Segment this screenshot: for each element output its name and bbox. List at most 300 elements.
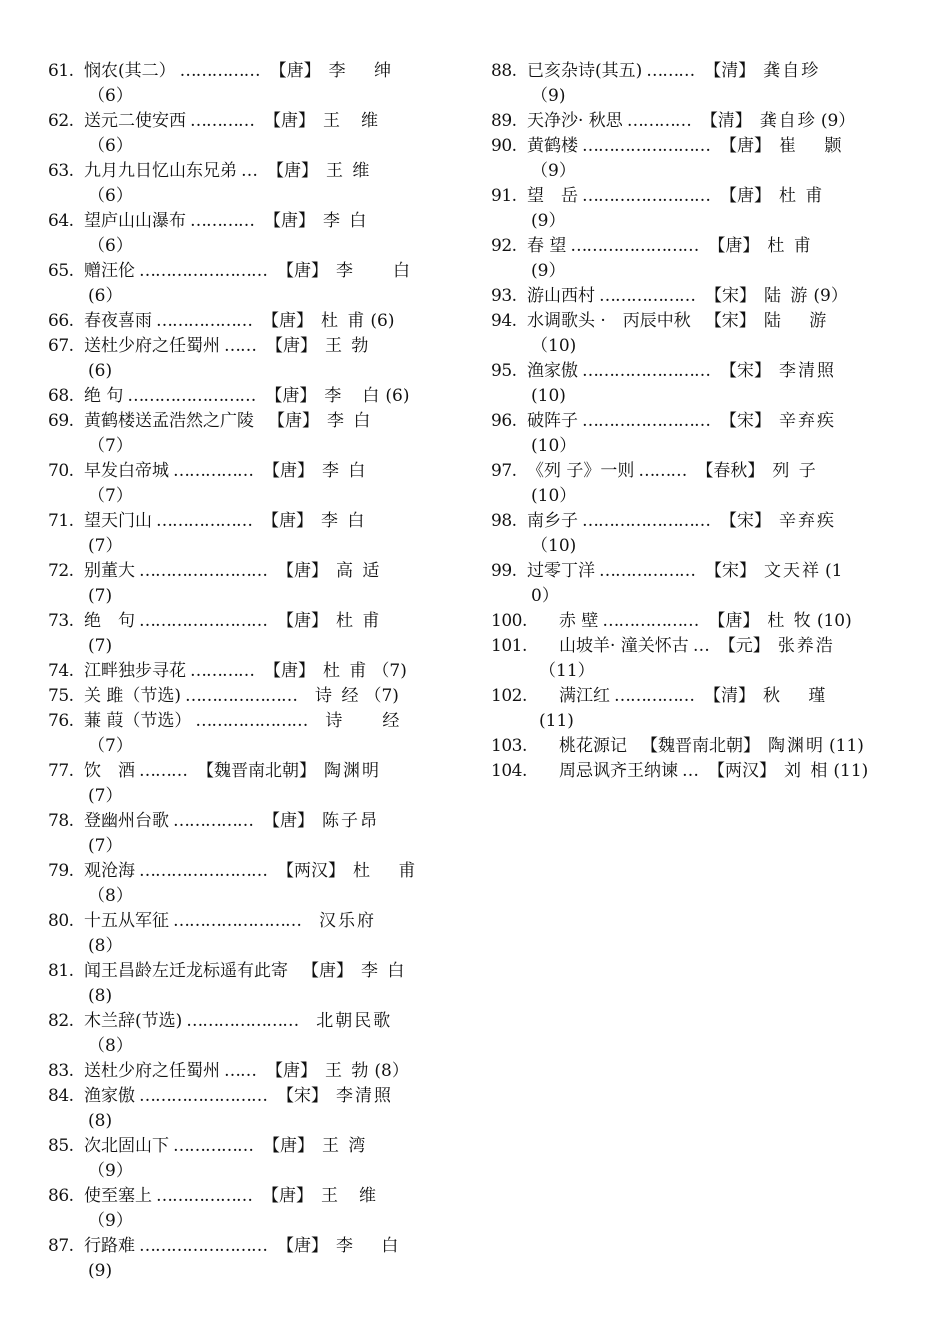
entry-page: (9） — [820, 111, 856, 131]
toc-entry — [491, 234, 911, 284]
entry-author: 李清照 — [779, 361, 836, 381]
entry-number: 100. — [491, 611, 527, 631]
leader-dots: …………………… — [582, 136, 710, 156]
entry-dynasty: 【唐】 — [277, 561, 328, 581]
entry-dynasty: 【宋】 — [277, 1086, 328, 1106]
leader-dots: ………………… — [185, 686, 298, 706]
entry-author: 杜 甫 — [779, 186, 825, 206]
entry-dynasty: 【魏晋南北朝】 — [641, 736, 760, 756]
entry-author: 杜 甫 — [336, 611, 382, 631]
entry-page: (6) — [370, 311, 395, 331]
entry-title: 望天门山 — [84, 511, 152, 531]
entry-author: 王 湾 — [322, 1136, 368, 1156]
toc-entry — [491, 134, 911, 184]
entry-title: 九月九日忆山东兄弟 — [84, 161, 237, 181]
entry-dynasty: 【唐】 — [720, 136, 771, 156]
entry-title: 闻王昌龄左迁龙标遥有此寄 — [84, 961, 288, 981]
toc-entry — [491, 459, 911, 509]
leader-dots: …………… — [173, 811, 253, 831]
entry-page-wrapped: (7) — [88, 586, 113, 606]
entry-page-wrapped: (8） — [88, 936, 123, 956]
entry-number: 88. — [491, 61, 517, 81]
toc-entry — [48, 1009, 468, 1059]
leader-dots: … — [682, 761, 698, 781]
entry-number: 89. — [491, 111, 517, 131]
entry-dynasty: 【宋】 — [720, 361, 771, 381]
toc-entry — [48, 959, 468, 1009]
entry-title: 渔家傲 — [84, 1086, 135, 1106]
leader-dots: ………… — [190, 111, 254, 131]
entry-author: 崔 颢 — [779, 136, 844, 156]
entry-number: 76. — [48, 711, 74, 731]
entry-page-wrapped: （9) — [531, 86, 566, 106]
entry-title: 早发白帝城 — [84, 461, 169, 481]
entry-dynasty: 【宋】 — [705, 561, 756, 581]
entry-dynasty: 【两汉】 — [708, 761, 776, 781]
entry-number: 103. — [491, 736, 527, 756]
entry-author: 龚自珍 — [759, 111, 817, 131]
toc-entry — [48, 1184, 468, 1234]
toc-entry — [48, 209, 468, 259]
entry-dynasty: 【唐】 — [269, 61, 321, 81]
entry-author: 张养浩 — [777, 636, 835, 656]
toc-entry — [48, 334, 468, 384]
leader-dots: …………………… — [582, 411, 710, 431]
toc-entry — [48, 559, 468, 609]
entry-number: 61. — [48, 61, 74, 81]
entry-title: 悯农(其二） — [84, 61, 176, 81]
toc-entry — [48, 659, 468, 684]
entry-page-wrapped: （11） — [539, 661, 595, 681]
entry-title: 周忌讽齐王纳谏 — [559, 761, 678, 781]
entry-author: 龚自珍 — [763, 61, 821, 81]
entry-author: 李 白 — [361, 961, 407, 981]
entry-page-wrapped: (8) — [88, 1111, 113, 1131]
entry-page: (11) — [829, 736, 864, 756]
toc-entry — [48, 759, 468, 809]
entry-number: 75. — [48, 686, 74, 706]
entry-page-wrapped: (6） — [88, 286, 123, 306]
entry-number: 99. — [491, 561, 517, 581]
entry-number: 98. — [491, 511, 517, 531]
entry-number: 86. — [48, 1186, 74, 1206]
entry-dynasty: 【唐】 — [265, 386, 317, 406]
entry-author: 李 白 — [327, 411, 373, 431]
leader-dots: … — [692, 636, 709, 656]
entry-author: 杜 甫 — [323, 661, 369, 681]
entry-author: 王 维 — [323, 111, 380, 131]
entry-title: 过零丁洋 — [527, 561, 595, 581]
entry-dynasty: 【宋】 — [704, 311, 756, 331]
entry-dynasty: 【唐】 — [263, 811, 314, 831]
leader-dots: … — [241, 161, 257, 181]
entry-author: 李 白 — [336, 261, 412, 281]
entry-author: 李 白 — [322, 461, 368, 481]
leader-dots: …………… — [173, 1136, 253, 1156]
toc-entry — [48, 1234, 468, 1284]
entry-number: 72. — [48, 561, 74, 581]
leader-dots: …………………… — [582, 511, 710, 531]
toc-entry — [491, 109, 911, 134]
entry-dynasty: 【春秋】 — [696, 461, 765, 481]
entry-title: 破阵子 — [527, 411, 578, 431]
entry-number: 102. — [491, 686, 527, 706]
toc-left-column — [48, 59, 468, 1284]
entry-number: 90. — [491, 136, 517, 156]
entry-dynasty: 【唐】 — [262, 511, 313, 531]
entry-dynasty: 【唐】 — [266, 336, 317, 356]
entry-page-wrapped: （6） — [88, 86, 133, 106]
entry-number: 95. — [491, 361, 517, 381]
entry-title: 送杜少府之任蜀州 — [84, 1061, 220, 1081]
entry-title: 游山西村 — [527, 286, 595, 306]
entry-title: 黄鹤楼送孟浩然之广陵 — [84, 411, 254, 431]
entry-page: (11) — [833, 761, 869, 781]
entry-author: 李 白 — [321, 511, 367, 531]
entry-author: 李 白 — [324, 386, 382, 406]
entry-page-wrapped: (10） — [531, 436, 577, 456]
entry-number: 83. — [48, 1061, 74, 1081]
entry-page-wrapped: （10) — [531, 536, 577, 556]
entry-title: 《列 子》一则 — [527, 461, 635, 481]
entry-dynasty: 【唐】 — [267, 161, 318, 181]
entry-number: 87. — [48, 1236, 74, 1256]
entry-title: 赠汪伦 — [84, 261, 135, 281]
entry-page-wrapped: (7） — [88, 536, 123, 556]
entry-title: 渔家傲 — [527, 361, 578, 381]
leader-dots: ……… — [646, 61, 695, 81]
entry-page-wrapped: (9) — [88, 1261, 113, 1281]
entry-number: 65. — [48, 261, 74, 281]
entry-title: 木兰辞(节选) — [84, 1011, 183, 1031]
entry-author: 辛弃疾 — [779, 411, 836, 431]
entry-author: 刘 相 — [784, 761, 830, 781]
toc-entry — [48, 459, 468, 509]
entry-page-wrapped: （9） — [88, 1211, 133, 1231]
toc-entry — [48, 859, 468, 909]
entry-number: 94. — [491, 311, 517, 331]
toc-entry — [48, 1134, 468, 1184]
entry-number: 96. — [491, 411, 517, 431]
entry-title: 送杜少府之任蜀州 — [84, 336, 220, 356]
entry-author: 诗 经 — [325, 711, 402, 731]
leader-dots: …………………… — [582, 361, 710, 381]
entry-title: 春 望 — [527, 236, 567, 256]
entry-page-wrapped: (7) — [88, 636, 113, 656]
leader-dots: …………… — [179, 61, 260, 81]
leader-dots: ………………… — [186, 1011, 299, 1031]
entry-page: (1 — [825, 561, 843, 581]
entry-page-wrapped: (10） — [531, 486, 577, 506]
entry-author: 李 白 — [323, 211, 369, 231]
entry-author: 王 维 — [326, 161, 372, 181]
entry-dynasty: 【唐】 — [262, 311, 313, 331]
toc-entry — [48, 409, 468, 459]
leader-dots: …………………… — [139, 611, 267, 631]
entry-title: 赤 壁 — [559, 611, 599, 631]
entry-title: 饮 酒 — [84, 761, 135, 781]
entry-dynasty: 【唐】 — [263, 461, 314, 481]
entry-author: 诗 经 — [315, 686, 361, 706]
entry-number: 81. — [48, 961, 74, 981]
toc-entry — [48, 259, 468, 309]
leader-dots: …………… — [614, 686, 694, 706]
leader-dots: …… — [224, 1061, 256, 1081]
entry-author: 李 绅 — [328, 61, 394, 81]
entry-page-wrapped: (7） — [88, 836, 123, 856]
entry-dynasty: 【魏晋南北朝】 — [197, 761, 316, 781]
leader-dots: …………………… — [139, 561, 267, 581]
leader-dots: …………………… — [139, 861, 267, 881]
entry-author: 王 维 — [321, 1186, 378, 1206]
entry-number: 69. — [48, 411, 74, 431]
entry-page: （7) — [364, 686, 399, 706]
entry-dynasty: 【清】 — [700, 111, 752, 131]
entry-title: 别董大 — [84, 561, 135, 581]
leader-dots: ………… — [190, 211, 254, 231]
toc-entry — [48, 159, 468, 209]
entry-title: 次北固山下 — [84, 1136, 169, 1156]
entry-page-wrapped: (6) — [88, 361, 113, 381]
entry-author: 陆 游 — [764, 286, 810, 306]
entry-title: 十五从军征 — [84, 911, 169, 931]
entry-number: 74. — [48, 661, 74, 681]
entry-author: 汉乐府 — [319, 911, 376, 931]
entry-number: 104. — [491, 761, 527, 781]
entry-author: 王 勃 — [325, 1061, 371, 1081]
entry-number: 93. — [491, 286, 517, 306]
entry-number: 80. — [48, 911, 74, 931]
entry-page: (8） — [374, 1061, 409, 1081]
entry-dynasty: 【宋】 — [720, 511, 771, 531]
entry-dynasty: 【唐】 — [262, 1186, 313, 1206]
entry-author: 李 白 — [336, 1236, 401, 1256]
entry-author: 李清照 — [336, 1086, 393, 1106]
entry-title: 江畔独步寻花 — [84, 661, 186, 681]
entry-page-wrapped: （10) — [531, 336, 577, 356]
toc-entry — [491, 284, 911, 309]
entry-dynasty: 【唐】 — [277, 611, 328, 631]
entry-page: （7) — [372, 661, 407, 681]
entry-dynasty: 【唐】 — [720, 186, 771, 206]
entry-title: 望庐山山瀑布 — [84, 211, 186, 231]
entry-page: (9） — [813, 286, 848, 306]
entry-page-wrapped: （6） — [88, 186, 133, 206]
entry-number: 101. — [491, 636, 527, 656]
toc-right-column — [491, 59, 911, 784]
entry-author: 辛弃疾 — [779, 511, 836, 531]
toc-entry — [48, 684, 468, 709]
leader-dots: ……… — [139, 761, 187, 781]
entry-title: 绝 句 — [84, 386, 124, 406]
entry-dynasty: 【元】 — [718, 636, 770, 656]
toc-entry — [491, 609, 911, 634]
entry-page-wrapped: （9） — [531, 161, 576, 181]
toc-entry — [48, 809, 468, 859]
entry-page-wrapped: （7） — [88, 736, 133, 756]
entry-author: 列 子 — [772, 461, 818, 481]
entry-author: 杜 甫 — [321, 311, 367, 331]
toc-entry — [48, 59, 468, 109]
entry-title: 行路难 — [84, 1236, 135, 1256]
entry-author: 陶渊明 — [324, 761, 381, 781]
entry-dynasty: 【宋】 — [720, 411, 771, 431]
toc-entry — [491, 734, 911, 759]
toc-entry — [491, 409, 911, 459]
entry-title: 已亥杂诗(其五) — [527, 61, 643, 81]
leader-dots: …… — [224, 336, 256, 356]
entry-dynasty: 【唐】 — [277, 1236, 328, 1256]
entry-author: 高 适 — [336, 561, 382, 581]
entry-author: 杜 牧 — [767, 611, 813, 631]
entry-author: 杜 甫 — [353, 861, 418, 881]
entry-page-wrapped: (9） — [531, 261, 566, 281]
toc-entry — [491, 309, 911, 359]
entry-author: 文天祥 — [764, 561, 821, 581]
toc-entry — [491, 684, 911, 734]
entry-dynasty: 【唐】 — [708, 611, 760, 631]
entry-dynasty: 【清】 — [704, 686, 755, 706]
entry-page-wrapped: （7） — [88, 436, 133, 456]
entry-page-wrapped: （9） — [88, 1161, 133, 1181]
toc-entry — [48, 384, 468, 409]
entry-number: 78. — [48, 811, 74, 831]
entry-dynasty: 【唐】 — [264, 111, 315, 131]
entry-number: 84. — [48, 1086, 74, 1106]
leader-dots: ……………… — [599, 561, 695, 581]
leader-dots: …………………… — [139, 1086, 267, 1106]
toc-entry — [48, 1059, 468, 1084]
entry-author: 陶渊明 — [768, 736, 825, 756]
entry-dynasty: 【唐】 — [277, 261, 328, 281]
leader-dots: …………………… — [570, 236, 699, 256]
leader-dots: …………………… — [173, 911, 301, 931]
entry-page: (6) — [385, 386, 410, 406]
entry-title: 黄鹤楼 — [527, 136, 578, 156]
toc-entry — [48, 709, 468, 759]
entry-dynasty: 【唐】 — [302, 961, 353, 981]
entry-title: 送元二使安西 — [84, 111, 186, 131]
entry-number: 66. — [48, 311, 74, 331]
toc-entry — [48, 509, 468, 559]
entry-dynasty: 【唐】 — [268, 411, 319, 431]
entry-title: 春夜喜雨 — [84, 311, 152, 331]
entry-page-wrapped: （7） — [88, 486, 133, 506]
leader-dots: …………………… — [139, 1236, 267, 1256]
entry-number: 91. — [491, 186, 517, 206]
entry-page: (10) — [816, 611, 852, 631]
leader-dots: ……… — [638, 461, 687, 481]
entry-number: 85. — [48, 1136, 74, 1156]
entry-title: 观沧海 — [84, 861, 135, 881]
entry-author: 北朝民歌 — [316, 1011, 393, 1031]
leader-dots: …………………… — [127, 386, 256, 406]
entry-title: 使至塞上 — [84, 1186, 152, 1206]
entry-dynasty: 【唐】 — [708, 236, 760, 256]
entry-title: 关 雎（节选) — [84, 686, 182, 706]
leader-dots: …………………… — [139, 261, 267, 281]
entry-number: 62. — [48, 111, 74, 131]
entry-dynasty: 【宋】 — [705, 286, 756, 306]
toc-entry — [48, 109, 468, 159]
entry-number: 67. — [48, 336, 74, 356]
leader-dots: ………… — [626, 111, 691, 131]
leader-dots: ……………… — [156, 1186, 252, 1206]
toc-entry — [48, 1084, 468, 1134]
toc-entry — [491, 59, 911, 109]
entry-page-wrapped: 0） — [531, 586, 559, 606]
toc-entry — [48, 609, 468, 659]
entry-author: 陈子昂 — [322, 811, 379, 831]
entry-title: 绝 句 — [84, 611, 135, 631]
leader-dots: ………………… — [195, 711, 308, 731]
entry-number: 63. — [48, 161, 74, 181]
leader-dots: ………… — [190, 661, 254, 681]
leader-dots: ……………… — [156, 511, 252, 531]
toc-entry — [48, 909, 468, 959]
leader-dots: ……………… — [599, 286, 695, 306]
toc-entry — [491, 559, 911, 609]
entry-number: 68. — [48, 386, 74, 406]
entry-page-wrapped: （8） — [88, 886, 133, 906]
entry-number: 71. — [48, 511, 74, 531]
entry-author: 陆 游 — [763, 311, 829, 331]
entry-number: 77. — [48, 761, 74, 781]
entry-title: 南乡子 — [527, 511, 578, 531]
entry-dynasty: 【唐】 — [266, 1061, 317, 1081]
leader-dots: ……………… — [156, 311, 252, 331]
entry-page-wrapped: （8） — [88, 1036, 133, 1056]
entry-title: 登幽州台歌 — [84, 811, 169, 831]
entry-author: 杜 甫 — [767, 236, 813, 256]
entry-number: 73. — [48, 611, 74, 631]
entry-title: 桃花源记 — [559, 736, 627, 756]
entry-number: 97. — [491, 461, 517, 481]
entry-page-wrapped: (7） — [88, 786, 123, 806]
leader-dots: …………… — [173, 461, 253, 481]
entry-title: 天净沙· 秋思 — [527, 111, 623, 131]
toc-entry — [491, 634, 911, 684]
entry-title: 水调歌头 · 丙辰中秋 — [527, 311, 691, 331]
entry-author: 秋 瑾 — [763, 686, 828, 706]
entry-page-wrapped: (8) — [88, 986, 113, 1006]
toc-entry — [491, 184, 911, 234]
leader-dots: …………………… — [582, 186, 710, 206]
entry-page-wrapped: (9） — [531, 211, 566, 231]
entry-title: 蒹 葭（节选） — [84, 711, 192, 731]
leader-dots: ……………… — [602, 611, 699, 631]
toc-entry — [491, 509, 911, 559]
entry-number: 92. — [491, 236, 517, 256]
toc-entry — [491, 359, 911, 409]
toc-entry — [48, 309, 468, 334]
entry-page-wrapped: (10) — [531, 386, 566, 406]
entry-dynasty: 【两汉】 — [277, 861, 345, 881]
toc-entry — [491, 759, 911, 784]
entry-author: 王 勃 — [325, 336, 371, 356]
entry-number: 79. — [48, 861, 74, 881]
entry-number: 70. — [48, 461, 74, 481]
entry-dynasty: 【唐】 — [264, 661, 315, 681]
entry-page-wrapped: （6） — [88, 236, 133, 256]
entry-dynasty: 【唐】 — [263, 1136, 314, 1156]
entry-title: 满江红 — [559, 686, 610, 706]
entry-dynasty: 【清】 — [704, 61, 756, 81]
entry-title: 望 岳 — [527, 186, 578, 206]
entry-number: 82. — [48, 1011, 74, 1031]
entry-number: 64. — [48, 211, 74, 231]
entry-page-wrapped: （6） — [88, 136, 133, 156]
